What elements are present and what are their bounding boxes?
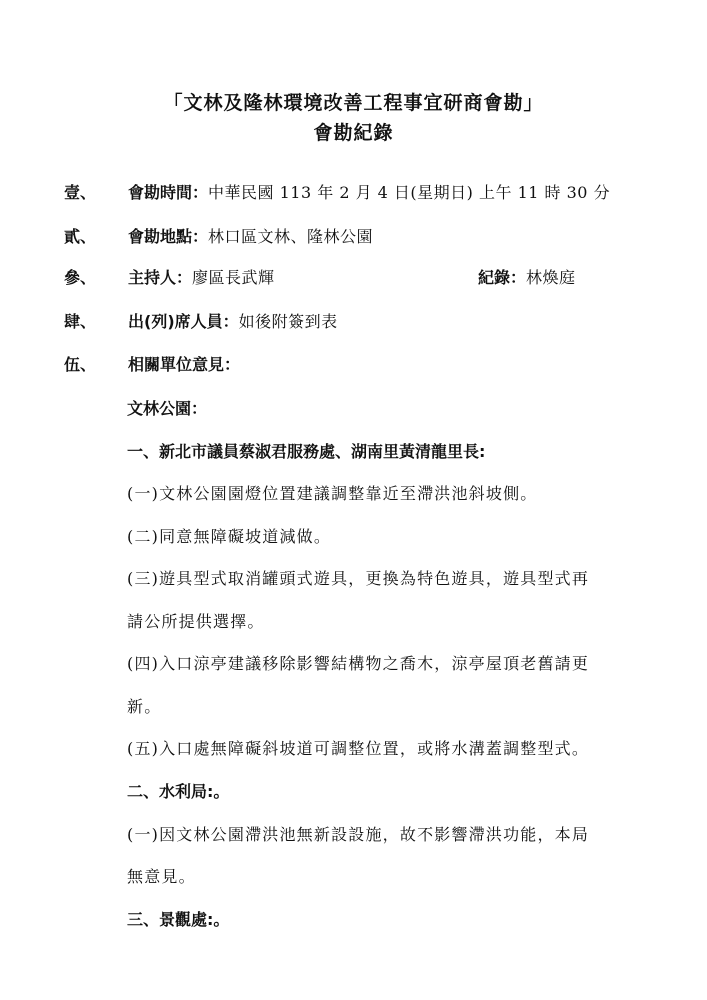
document-title: 「文林及隆林環境改善工程事宜研商會勘」 xyxy=(163,92,544,114)
unit-heading: 二、水利局:。 xyxy=(127,782,230,801)
section-opinions xyxy=(64,355,240,375)
section-meeting-location xyxy=(64,227,373,247)
section-attendees xyxy=(64,312,338,332)
opinion-item-continued: 請公所提供選擇。 xyxy=(127,612,265,631)
section-number: 貳、 xyxy=(64,227,97,246)
unit-heading: 一、新北市議員蔡淑君服務處、湖南里黃清龍里長: xyxy=(127,442,486,461)
opinion-item-continued: 新。 xyxy=(127,697,162,716)
park-heading: 文林公園： xyxy=(127,399,208,418)
section-label: 會勘地點： xyxy=(128,227,209,246)
section-number: 肆、 xyxy=(64,312,97,331)
unit-heading: 三、景觀處:。 xyxy=(127,910,230,929)
section-value: 林口區文林、隆林公園 xyxy=(208,227,374,246)
section-number: 壹、 xyxy=(64,183,97,202)
section-label: 會勘時間： xyxy=(128,183,209,202)
recorder-label: 紀錄： xyxy=(478,268,527,287)
opinion-item: (一)文林公園園燈位置建議調整靠近至滯洪池斜坡側。 xyxy=(127,484,538,503)
opinion-item: (一)因文林公園滯洪池無新設設施，故不影響滯洪功能，本局 xyxy=(127,825,590,844)
recorder xyxy=(478,268,576,288)
section-value: 如後附簽到表 xyxy=(238,312,338,331)
section-label: 相關單位意見： xyxy=(128,355,241,374)
recorder-value: 林煥庭 xyxy=(526,268,576,287)
document-subtitle: 會勘紀錄 xyxy=(313,122,394,144)
opinion-item: (四)入口涼亭建議移除影響結構物之喬木，涼亭屋頂老舊請更 xyxy=(127,654,590,673)
section-number: 參、 xyxy=(64,268,97,287)
section-host xyxy=(64,268,275,288)
opinion-item-continued: 無意見。 xyxy=(127,867,196,886)
section-label: 主持人： xyxy=(128,268,193,287)
section-label: 出(列)席人員： xyxy=(128,312,239,331)
opinion-item: (二)同意無障礙坡道減做。 xyxy=(127,527,332,546)
section-meeting-time xyxy=(64,183,610,203)
section-value: 廖區長武輝 xyxy=(192,268,275,287)
opinion-item: (五)入口處無障礙斜坡道可調整位置，或將水溝蓋調整型式。 xyxy=(127,739,590,758)
section-value: 中華民國 113 年 2 月 4 日(星期日) 上午 11 時 30 分 xyxy=(208,183,611,202)
section-number: 伍、 xyxy=(64,355,97,374)
opinion-item: (三)遊具型式取消罐頭式遊具，更換為特色遊具，遊具型式再 xyxy=(127,569,590,588)
